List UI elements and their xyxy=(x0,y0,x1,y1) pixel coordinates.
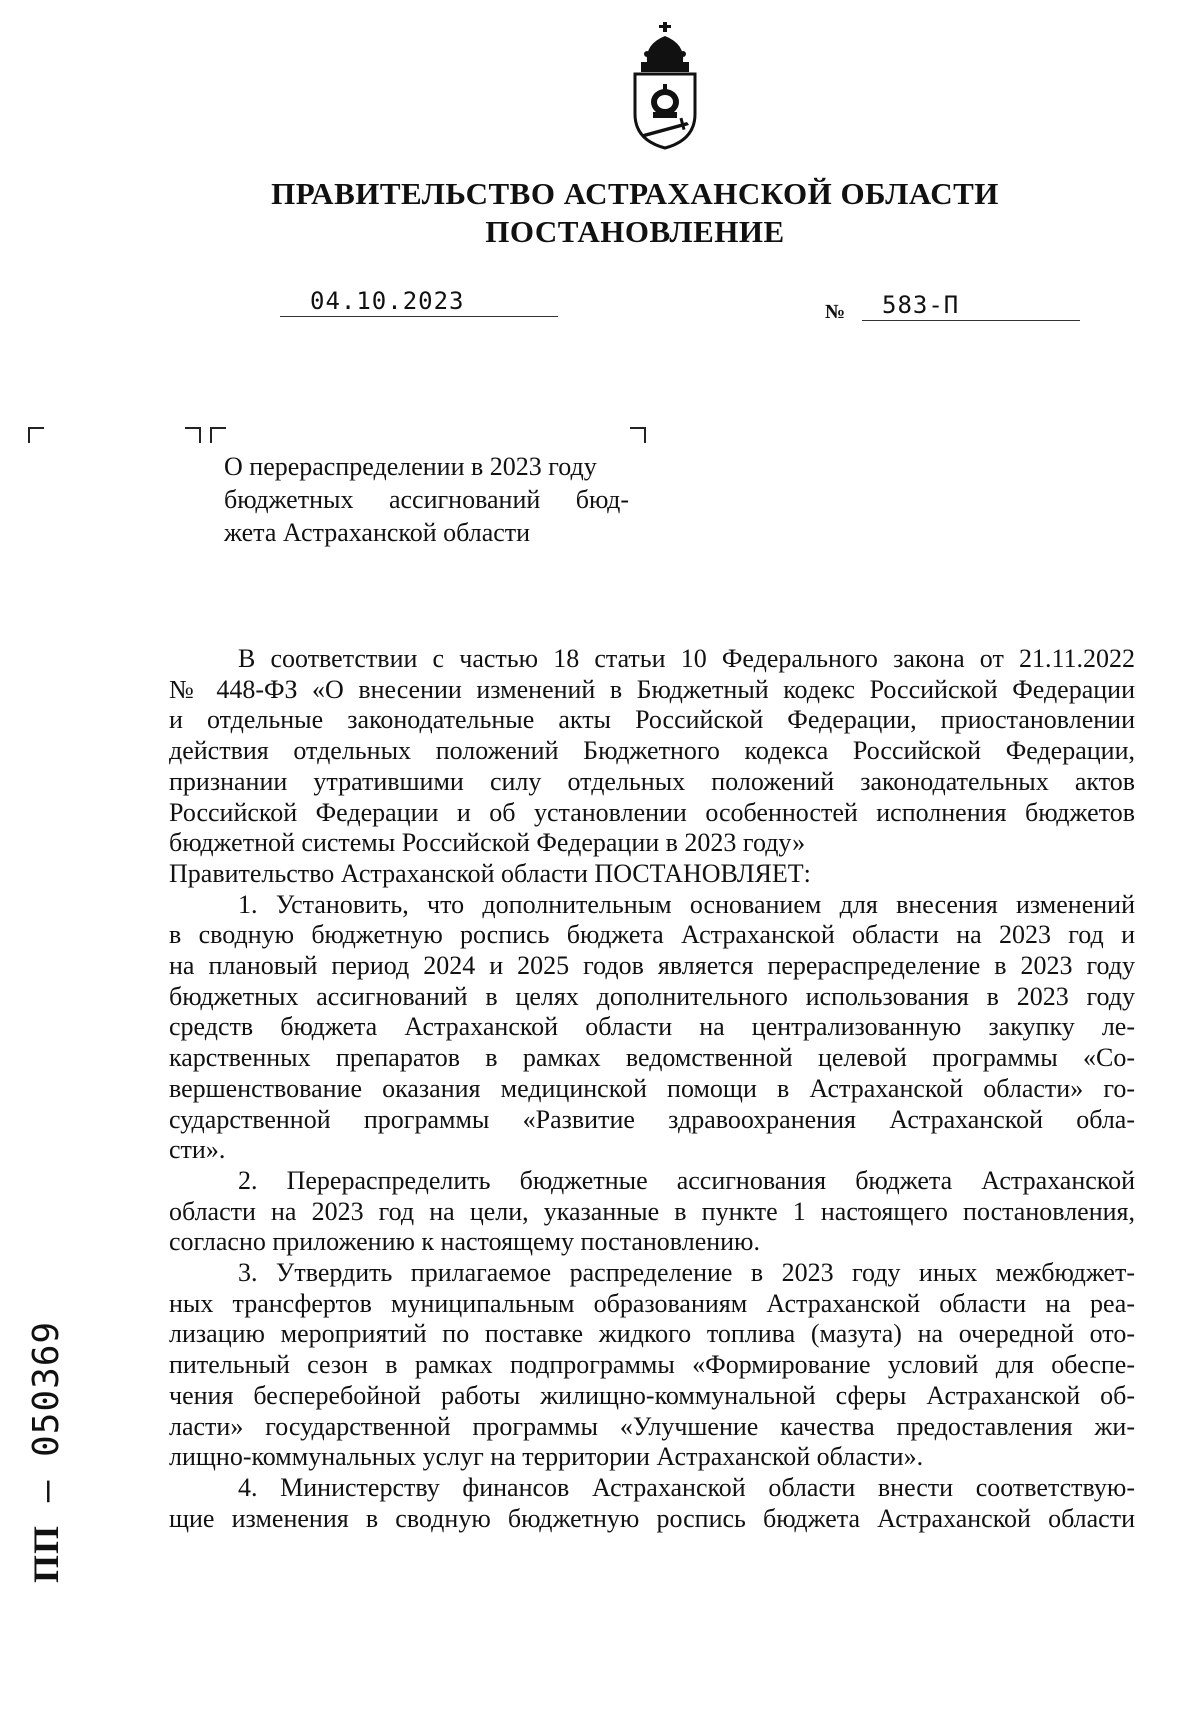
body-line: области на 2023 год на цели, указанные в пункте 1 настоящего постановления, xyxy=(169,1196,1135,1226)
document-subject xyxy=(224,450,629,549)
serial-number xyxy=(26,1321,67,1583)
body-line: сти». xyxy=(169,1135,226,1165)
body-line: 4. Министерству финансов Астраханской области внести соответствую- xyxy=(238,1472,1135,1502)
document-body xyxy=(169,644,1135,1534)
body-line: В соответствии с частью 18 статьи 10 Федерального закона от 21.11.2022 xyxy=(238,644,1135,673)
body-line: карственных препаратов в рамках ведомственной целевой программы «Со- xyxy=(169,1043,1135,1073)
body-line: ных трансфертов муниципальным образованиям Астраханской области на реа- xyxy=(169,1288,1135,1318)
body-line: пительный сезон в рамках подпрограммы «Формирование условий для обеспе- xyxy=(169,1350,1135,1380)
document-number: 583-П xyxy=(862,290,1080,321)
body-line: Правительство Астраханской области ПОСТАНОВЛЯЕТ: xyxy=(169,858,811,888)
body-line: щие изменения в сводную бюджетную роспись бюджета Астраханской области xyxy=(169,1503,1135,1533)
body-line: сударственной программы «Развитие здравоохранения Астраханской обла- xyxy=(169,1104,1135,1134)
body-line: бюджетной системы Российской Федерации в 2023 году» xyxy=(169,828,806,858)
body-line: согласно приложению к настоящему постановлению. xyxy=(169,1227,760,1257)
body-line: в сводную бюджетную роспись бюджета Астраханской области на 2023 год и xyxy=(169,920,1135,950)
body-line: Российской Федерации и об установлении особенностей исполнения бюджетов xyxy=(169,797,1135,827)
body-line: 1. Установить, что дополнительным основанием для внесения изменений xyxy=(238,889,1135,919)
body-line: действия отдельных положений Бюджетного кодекса Российской Федерации, xyxy=(169,736,1135,766)
corner-mark xyxy=(185,427,201,443)
body-line: 2. Перераспределить бюджетные ассигнования бюджета Астраханской xyxy=(238,1165,1135,1195)
body-line: чения бесперебойной работы жилищно-коммунальной сферы Астраханской об- xyxy=(169,1380,1135,1410)
document-date: 04.10.2023 xyxy=(280,286,558,317)
body-line: ласти» государственной программы «Улучшение качества предоставления жи- xyxy=(169,1411,1135,1441)
body-line: лищно-коммунальных услуг на территории Астраханской области». xyxy=(169,1442,924,1472)
subject-line: жета Астраханской области xyxy=(224,518,531,547)
coat-of-arms-emblem xyxy=(617,22,713,150)
body-line: на плановый период 2024 и 2025 годов является перераспределение в 2023 году xyxy=(169,951,1135,981)
serial-digits: 050369 xyxy=(26,1320,67,1457)
body-line: и отдельные законодательные акты Российской Федерации, приостановлении xyxy=(169,705,1135,735)
number-sign: № xyxy=(825,301,846,323)
corner-mark xyxy=(210,427,226,443)
body-line: № 448-ФЗ «О внесении изменений в Бюджетный кодекс Российской Федерации xyxy=(169,674,1135,704)
body-line: средств бюджета Астраханской области на централизованную закупку ле- xyxy=(169,1012,1135,1042)
body-line: 3. Утвердить прилагаемое распределение в 2023 году иных межбюджет- xyxy=(238,1258,1135,1288)
astrakhan-coat-of-arms-icon xyxy=(617,22,713,150)
organization-title: ПРАВИТЕЛЬСТВО АСТРАХАНСКОЙ ОБЛАСТИ xyxy=(271,176,999,211)
document-type-title: ПОСТАНОВЛЕНИЕ xyxy=(485,214,785,249)
corner-mark xyxy=(630,427,646,443)
corner-mark xyxy=(28,427,44,443)
body-line: признании утратившими силу отдельных положений законодательных актов xyxy=(169,766,1135,796)
body-line: лизацию мероприятий по поставке жидкого топлива (мазута) на очередной ото- xyxy=(169,1319,1135,1349)
serial-prefix: ПП xyxy=(26,1524,66,1583)
serial-separator: – xyxy=(26,1456,67,1525)
subject-line: О перераспределении в 2023 году xyxy=(224,452,597,481)
body-line: бюджетных ассигнований в целях дополнительного использования в 2023 году xyxy=(169,981,1135,1011)
body-line: вершенствование оказания медицинской помощи в Астраханской области» го- xyxy=(169,1073,1135,1103)
subject-line: бюджетных ассигнований бюд- xyxy=(224,485,629,514)
